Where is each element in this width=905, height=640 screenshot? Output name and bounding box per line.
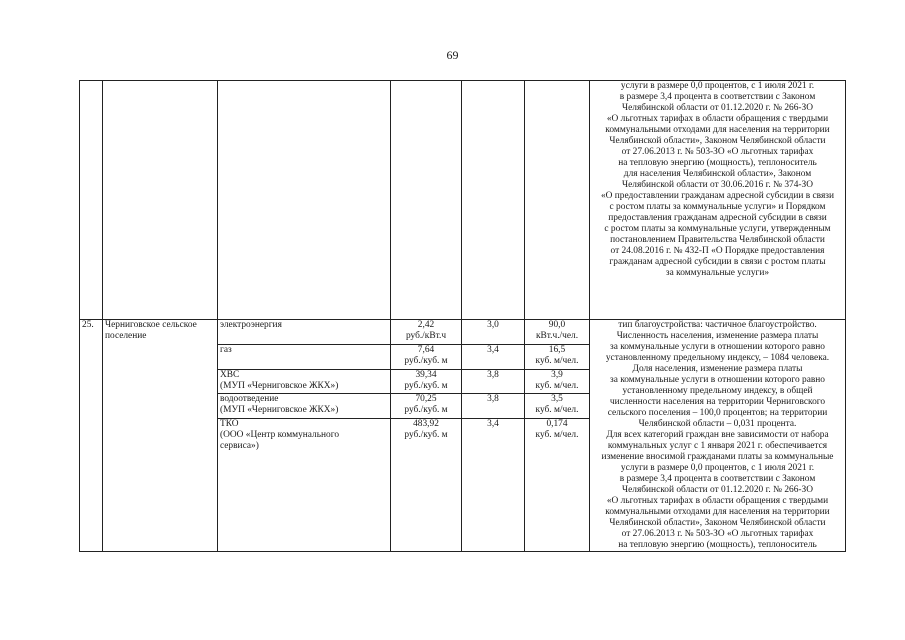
service-name-line: электроэнергия (220, 320, 282, 330)
service-name (218, 419, 391, 552)
norm-value (525, 320, 590, 345)
tariff-value (391, 369, 462, 394)
norm-number: 90,0 (548, 320, 566, 330)
tariff-value (391, 320, 462, 345)
description-line: от 27.06.2013 г. № 503-ЗО «О льготных тарифах (621, 147, 814, 157)
cell-index (462, 81, 525, 320)
tariff-unit: руб./кВт.ч (405, 331, 447, 341)
description-line: сельского поселения – 100,0 процентов; на территории (607, 408, 828, 418)
index-value: 3,4 (462, 419, 525, 552)
settlement-name: Черниговское сельское поселение (103, 320, 218, 552)
description-line: Челябинской области от 30.06.2016 г. № 374-ЗО (622, 180, 813, 190)
description-line: «О льготных тарифах в области обращения с твердыми (606, 496, 829, 506)
description-line: коммунальными отходами для населения на территории (605, 125, 830, 135)
tariff-unit: руб./куб. м (404, 380, 448, 391)
cell-number (80, 81, 103, 320)
description-line: от 24.08.2016 г. № 432-П «О Порядке предоставления (610, 246, 825, 256)
cell-settlement (103, 81, 218, 320)
description-line: установленному предельному индексу, в общей (622, 386, 813, 396)
description-line: Челябинской области», Законом Челябинской области (609, 136, 826, 146)
cell-service (218, 81, 391, 320)
service-name (218, 394, 391, 419)
description-line: от 27.06.2013 г. № 503-ЗО «О льготных тарифах (621, 529, 814, 539)
description-line: коммунальных услуг с 1 января 2021 г. обеспечивается (607, 441, 828, 451)
index-value: 3,8 (462, 394, 525, 419)
norm-value (525, 394, 590, 419)
description-line: на тепловую энергию (мощность), теплоноситель (618, 540, 817, 550)
tariff-number: 2,42 (417, 320, 435, 330)
row-description (590, 320, 846, 552)
service-name (218, 320, 391, 345)
norm-unit: куб. м/чел. (535, 430, 579, 440)
description-line: за коммунальные услуги в отношении которого равно (609, 375, 825, 385)
description-line: «О льготных тарифах в области обращения с твердыми (606, 114, 829, 124)
description-line: с ростом платы за коммунальные услуги» и Порядком (609, 202, 826, 212)
page-number: 69 (446, 48, 459, 62)
tariff-value (391, 344, 462, 369)
row-number: 25. (80, 320, 103, 552)
description-line: Численность населения, изменение размера платы (616, 331, 819, 341)
service-name (218, 369, 391, 394)
description-line: гражданам адресной субсидии в связи с ростом платы (609, 257, 826, 267)
description-line: изменение вносимой гражданами платы за коммунальные (601, 452, 834, 462)
norm-unit: куб. м/чел. (535, 405, 579, 416)
service-name-line: (МУП «Черниговское ЖКХ») (220, 405, 339, 416)
tariff-unit: руб./куб. м (404, 355, 448, 366)
cell-norm (525, 81, 590, 320)
description-line: постановлением Правительства Челябинской области (610, 235, 825, 245)
description-line: Доля населения, изменение размера платы (632, 364, 803, 374)
index-value: 3,0 (462, 320, 525, 345)
description-line: Челябинской области», Законом Челябинской области (609, 518, 826, 528)
norm-value (525, 344, 590, 369)
description-line: услуги в размере 0,0 процентов, с 1 июля 2021 г. (620, 463, 815, 473)
description-line: «О предоставлении гражданам адресной субсидии в связи (600, 191, 835, 201)
norm-unit: куб. м/чел. (535, 380, 579, 391)
description-line: предоставления гражданам адресной субсидии в связи (608, 213, 827, 223)
tariff-number: 70,25 (415, 394, 437, 405)
norm-number: 0,174 (546, 419, 568, 429)
service-name-line: ХВС (220, 369, 240, 380)
index-value: 3,8 (462, 369, 525, 394)
description-line: Челябинской области от 01.12.2020 г. № 266-ЗО (622, 103, 813, 113)
description-line: в размере 3,4 процента в соответствии с Законом (619, 92, 816, 102)
service-name-line: сервиса») (220, 441, 259, 451)
norm-value (525, 419, 590, 552)
cell-tariff (391, 81, 462, 320)
description-line: Для всех категорий граждан вне зависимости от набора (606, 430, 829, 440)
cell-description (590, 81, 846, 320)
service-name-line: газ (220, 344, 232, 355)
tariff-number: 39,34 (415, 369, 437, 380)
service-name-line: (МУП «Черниговское ЖКХ») (220, 380, 339, 391)
tariff-unit: руб./куб. м (404, 430, 448, 440)
service-name-line: водоотведение (220, 394, 279, 405)
norm-number: 16,5 (548, 344, 566, 355)
description-line: в размере 3,4 процента в соответствии с Законом (619, 474, 816, 484)
table-row (80, 81, 846, 320)
norm-value (525, 369, 590, 394)
service-name-line: ТКО (220, 419, 239, 429)
tariff-number: 483,92 (413, 419, 439, 429)
norm-number: 3,9 (551, 369, 563, 380)
norm-unit: кВт.ч./чел. (535, 331, 579, 341)
description-line: коммунальными отходами для населения на территории (605, 507, 830, 517)
tariff-value (391, 394, 462, 419)
norm-number: 3,5 (551, 394, 563, 405)
description-line: за коммунальные услуги» (665, 268, 770, 278)
service-name (218, 344, 391, 369)
tariff-number: 7,64 (417, 344, 435, 355)
description-line: услуги в размере 0,0 процентов, с 1 июля 2021 г. (620, 81, 815, 91)
description-line: численности населения на территории Черниговского (609, 397, 826, 407)
norm-unit: куб. м/чел. (535, 355, 579, 366)
description-line: тип благоустройства: частичное благоустройство. (618, 320, 817, 330)
tariff-value (391, 419, 462, 552)
tariff-table (79, 80, 846, 552)
description-line: с ростом платы за коммунальные услуги, утвержденным (604, 224, 831, 234)
tariff-unit: руб./куб. м (404, 405, 448, 416)
description-line: для населения Челябинской области», Законом (623, 169, 812, 179)
description-line: Челябинской области – 0,031 процента. (638, 419, 797, 429)
description-line: за коммунальные услуги в отношении которого равно (609, 342, 825, 352)
description-line: установленному предельному индексу, – 1084 человека. (605, 353, 830, 363)
table-row (80, 320, 846, 345)
description-line: на тепловую энергию (мощность), теплоноситель (618, 158, 817, 168)
service-name-line: (ООО «Центр коммунального (220, 430, 340, 440)
index-value: 3,4 (462, 344, 525, 369)
description-line: Челябинской области от 01.12.2020 г. № 266-ЗО (622, 485, 813, 495)
